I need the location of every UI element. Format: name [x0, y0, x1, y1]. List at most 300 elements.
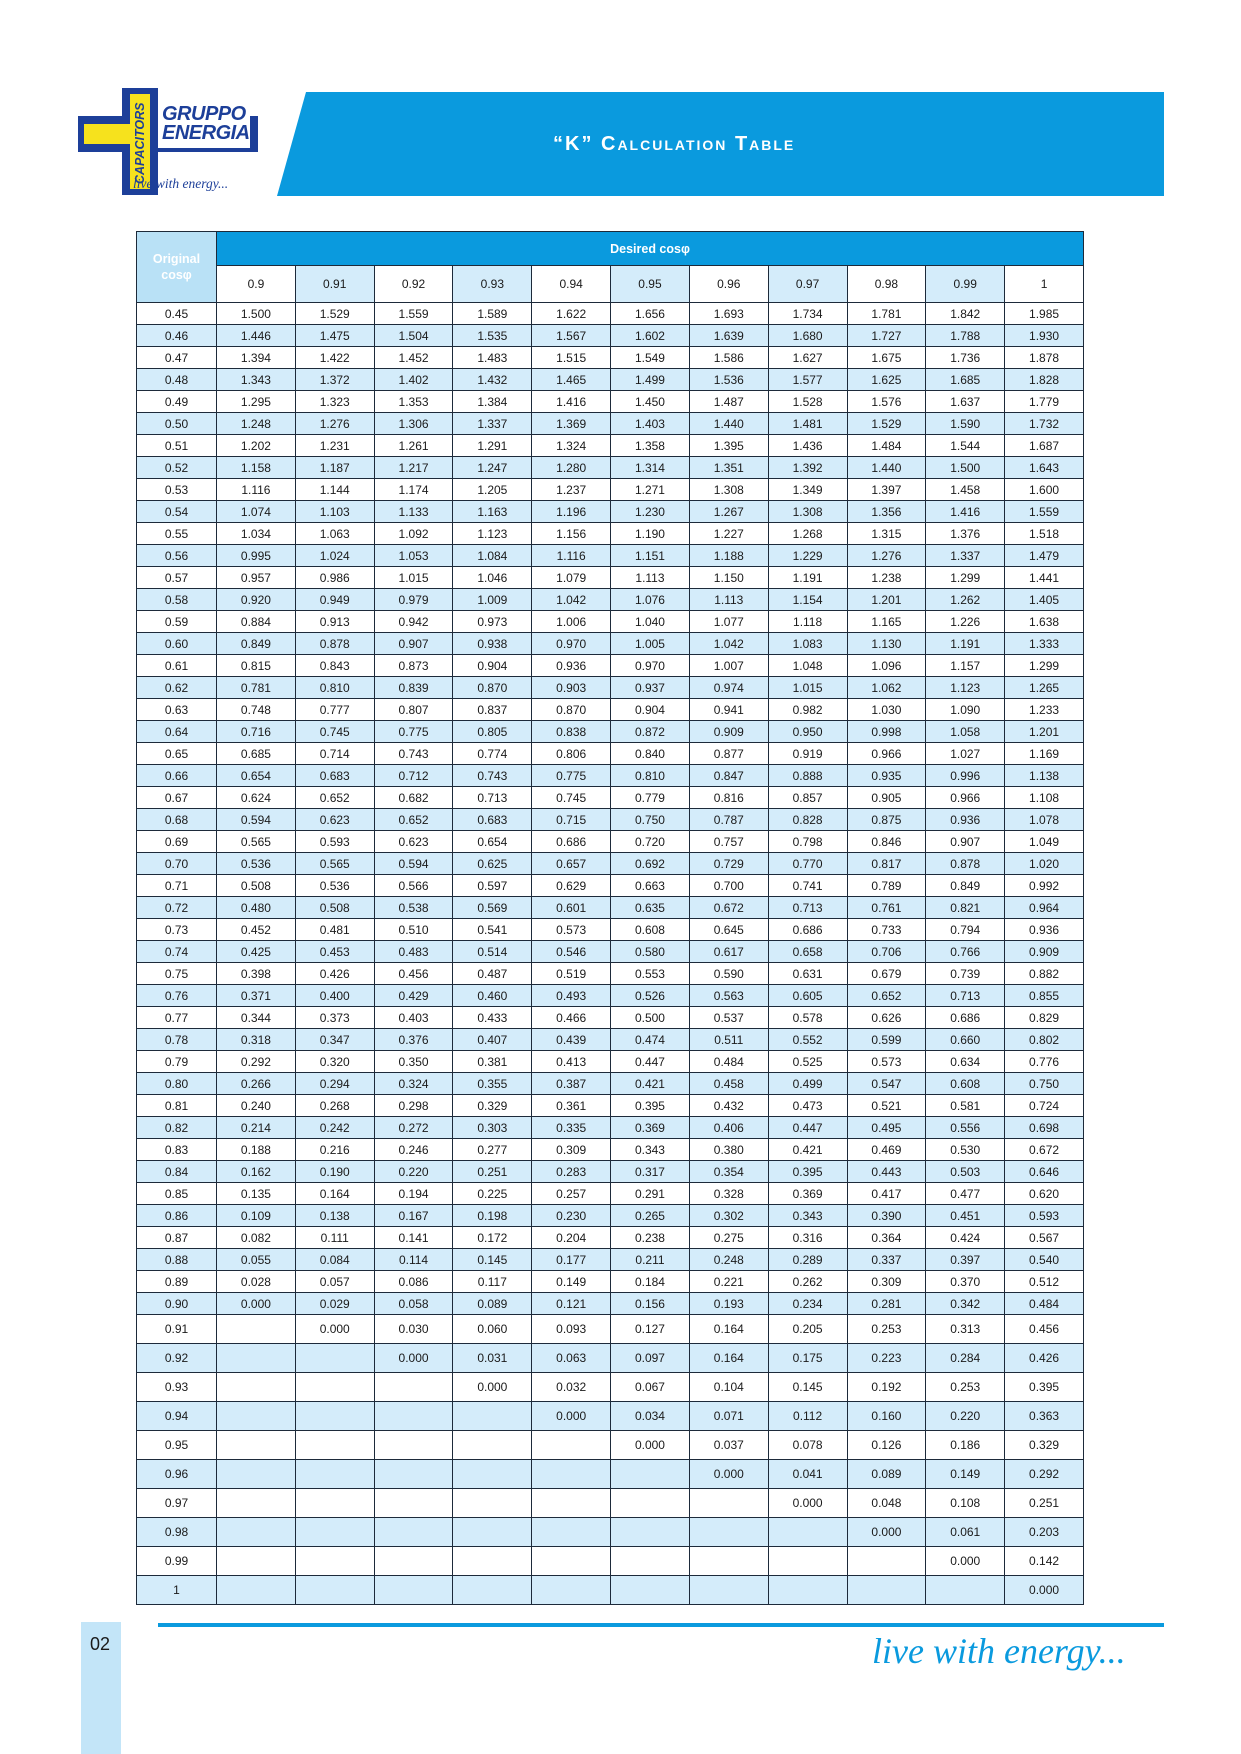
k-value-cell: 1.187	[295, 457, 374, 479]
k-value-cell: 0.473	[768, 1095, 847, 1117]
desired-value-header: 0.98	[847, 266, 926, 303]
k-value-cell: 0.421	[768, 1139, 847, 1161]
k-value-cell: 0.057	[295, 1271, 374, 1293]
k-value-cell: 0.452	[217, 919, 296, 941]
k-value-cell: 1.535	[453, 325, 532, 347]
k-value-cell: 0.904	[611, 699, 690, 721]
k-value-cell: 1.233	[1005, 699, 1084, 721]
k-value-cell: 0.328	[689, 1183, 768, 1205]
k-value-cell	[217, 1431, 296, 1460]
k-value-cell: 1.062	[847, 677, 926, 699]
k-value-cell: 1.559	[374, 303, 453, 325]
k-value-cell: 1.639	[689, 325, 768, 347]
k-value-cell: 1.165	[847, 611, 926, 633]
k-value-cell: 1.237	[532, 479, 611, 501]
k-value-cell: 1.063	[295, 523, 374, 545]
k-value-cell: 1.113	[611, 567, 690, 589]
k-value-cell: 1.544	[926, 435, 1005, 457]
k-value-cell: 1.637	[926, 391, 1005, 413]
k-value-cell: 1.395	[689, 435, 768, 457]
k-value-cell: 0.685	[217, 743, 296, 765]
table-row	[137, 369, 1084, 391]
k-value-cell: 0.324	[374, 1073, 453, 1095]
k-value-cell: 0.875	[847, 809, 926, 831]
k-value-cell: 0.067	[611, 1373, 690, 1402]
k-value-cell: 0.770	[768, 853, 847, 875]
k-value-cell: 1.602	[611, 325, 690, 347]
k-value-cell: 1.138	[1005, 765, 1084, 787]
k-value-cell: 0.246	[374, 1139, 453, 1161]
desired-value-header: 0.9	[217, 266, 296, 303]
k-value-cell: 0.567	[1005, 1227, 1084, 1249]
k-value-cell: 1.693	[689, 303, 768, 325]
table-row	[137, 1271, 1084, 1293]
k-value-cell: 0.381	[453, 1051, 532, 1073]
k-value-cell: 1.276	[847, 545, 926, 567]
k-value-cell: 0.974	[689, 677, 768, 699]
k-value-cell: 0.840	[611, 743, 690, 765]
k-value-cell: 0.949	[295, 589, 374, 611]
k-value-cell: 1.727	[847, 325, 926, 347]
footer-divider	[158, 1623, 1164, 1627]
k-value-cell: 0.658	[768, 941, 847, 963]
table-row	[137, 303, 1084, 325]
k-value-cell: 0.058	[374, 1293, 453, 1315]
k-value-cell: 0.000	[926, 1547, 1005, 1576]
k-value-cell: 0.601	[532, 897, 611, 919]
k-value-cell: 1.268	[768, 523, 847, 545]
k-value-cell: 0.608	[611, 919, 690, 941]
original-cosphi-cell: 0.97	[137, 1489, 217, 1518]
k-value-cell: 0.937	[611, 677, 690, 699]
k-value-cell: 1.247	[453, 457, 532, 479]
k-value-cell: 0.870	[532, 699, 611, 721]
k-value-cell	[295, 1576, 374, 1605]
k-value-cell	[768, 1518, 847, 1547]
k-value-cell: 0.302	[689, 1205, 768, 1227]
k-value-cell: 0.817	[847, 853, 926, 875]
k-value-cell: 1.465	[532, 369, 611, 391]
k-value-cell: 1.685	[926, 369, 1005, 391]
k-value-cell: 1.479	[1005, 545, 1084, 567]
k-value-cell: 0.000	[217, 1293, 296, 1315]
k-value-cell: 0.514	[453, 941, 532, 963]
k-value-cell: 0.145	[768, 1373, 847, 1402]
k-value-cell: 0.565	[295, 853, 374, 875]
k-value-cell: 1.058	[926, 721, 1005, 743]
k-value-cell: 0.508	[295, 897, 374, 919]
k-value-cell: 1.308	[768, 501, 847, 523]
k-value-cell: 0.426	[1005, 1344, 1084, 1373]
desired-value-header: 0.99	[926, 266, 1005, 303]
k-value-cell: 1.202	[217, 435, 296, 457]
k-value-cell: 1.586	[689, 347, 768, 369]
original-cosphi-cell: 0.76	[137, 985, 217, 1007]
k-value-cell: 1.353	[374, 391, 453, 413]
k-value-cell: 0.309	[532, 1139, 611, 1161]
k-value-cell: 1.452	[374, 347, 453, 369]
k-value-cell: 1.643	[1005, 457, 1084, 479]
k-value-cell: 1.116	[532, 545, 611, 567]
brand-line-1: GRUPPO	[162, 103, 246, 125]
k-value-cell	[374, 1460, 453, 1489]
original-cosphi-cell: 0.73	[137, 919, 217, 941]
desired-value-header: 0.95	[611, 266, 690, 303]
table-row	[137, 853, 1084, 875]
original-cosphi-cell: 0.75	[137, 963, 217, 985]
k-value-cell: 1.042	[689, 633, 768, 655]
table-row	[137, 633, 1084, 655]
table-row	[137, 897, 1084, 919]
k-value-cell: 0.919	[768, 743, 847, 765]
k-value-cell	[453, 1431, 532, 1460]
k-value-cell	[295, 1547, 374, 1576]
k-value-cell: 0.905	[847, 787, 926, 809]
k-value-cell: 0.566	[374, 875, 453, 897]
k-value-cell	[689, 1547, 768, 1576]
k-value-cell: 1.262	[926, 589, 1005, 611]
k-value-cell: 0.186	[926, 1431, 1005, 1460]
k-value-cell: 0.347	[295, 1029, 374, 1051]
k-value-cell	[295, 1431, 374, 1460]
k-value-cell: 0.370	[926, 1271, 1005, 1293]
k-value-cell: 0.941	[689, 699, 768, 721]
k-value-cell: 0.193	[689, 1293, 768, 1315]
table-row	[137, 611, 1084, 633]
original-cosphi-cell: 0.48	[137, 369, 217, 391]
k-value-cell: 0.802	[1005, 1029, 1084, 1051]
original-cosphi-cell: 0.70	[137, 853, 217, 875]
k-value-cell: 0.679	[847, 963, 926, 985]
k-value-cell: 1.118	[768, 611, 847, 633]
original-cosphi-cell: 0.64	[137, 721, 217, 743]
original-cosphi-cell: 0.72	[137, 897, 217, 919]
k-value-cell: 1.280	[532, 457, 611, 479]
k-value-cell: 0.878	[926, 853, 1005, 875]
original-cosphi-cell: 0.46	[137, 325, 217, 347]
k-value-cell: 1.440	[689, 413, 768, 435]
k-value-cell: 0.593	[295, 831, 374, 853]
k-value-cell: 0.750	[611, 809, 690, 831]
k-value-cell: 0.337	[847, 1249, 926, 1271]
k-value-cell: 0.203	[1005, 1518, 1084, 1547]
k-value-cell: 1.077	[689, 611, 768, 633]
k-value-cell: 0.578	[768, 1007, 847, 1029]
k-value-cell: 0.508	[217, 875, 296, 897]
table-row	[137, 1183, 1084, 1205]
k-value-cell: 0.251	[453, 1161, 532, 1183]
original-cosphi-cell: 0.78	[137, 1029, 217, 1051]
k-value-cell: 0.177	[532, 1249, 611, 1271]
k-value-cell: 0.317	[611, 1161, 690, 1183]
k-value-cell: 0.456	[1005, 1315, 1084, 1344]
k-value-cell: 0.700	[689, 875, 768, 897]
k-value-cell: 1.500	[926, 457, 1005, 479]
k-value-cell	[374, 1402, 453, 1431]
k-value-cell: 0.481	[295, 919, 374, 941]
original-cosphi-cell: 0.57	[137, 567, 217, 589]
k-value-cell: 0.184	[611, 1271, 690, 1293]
original-cosphi-cell: 0.67	[137, 787, 217, 809]
k-value-cell: 0.127	[611, 1315, 690, 1344]
table-row	[137, 545, 1084, 567]
k-value-cell: 0.477	[926, 1183, 1005, 1205]
desired-value-header: 0.96	[689, 266, 768, 303]
original-cosphi-cell: 0.60	[137, 633, 217, 655]
original-cosphi-header: Original cosφ	[137, 232, 217, 303]
k-value-cell: 0.766	[926, 941, 1005, 963]
k-value-cell: 0.390	[847, 1205, 926, 1227]
k-value-cell: 0.743	[453, 765, 532, 787]
k-value-cell: 0.453	[295, 941, 374, 963]
k-value-cell: 1.358	[611, 435, 690, 457]
table-body	[137, 303, 1084, 1605]
k-value-cell: 1.343	[217, 369, 296, 391]
k-value-cell: 0.121	[532, 1293, 611, 1315]
table-row	[137, 1402, 1084, 1431]
k-value-cell: 1.549	[611, 347, 690, 369]
table-row	[137, 1576, 1084, 1605]
k-value-cell: 1.392	[768, 457, 847, 479]
k-value-cell: 0.512	[1005, 1271, 1084, 1293]
desired-value-header: 0.97	[768, 266, 847, 303]
k-value-cell: 0.556	[926, 1117, 1005, 1139]
k-value-cell: 0.204	[532, 1227, 611, 1249]
k-value-cell: 0.761	[847, 897, 926, 919]
table-row	[137, 479, 1084, 501]
k-value-cell: 0.745	[532, 787, 611, 809]
k-value-cell	[217, 1460, 296, 1489]
k-value-cell	[374, 1518, 453, 1547]
k-value-cell: 1.079	[532, 567, 611, 589]
k-value-cell: 0.298	[374, 1095, 453, 1117]
k-value-cell: 0.645	[689, 919, 768, 941]
k-value-cell: 0.493	[532, 985, 611, 1007]
k-value-cell: 1.130	[847, 633, 926, 655]
table-row	[137, 1029, 1084, 1051]
k-value-cell: 0.692	[611, 853, 690, 875]
k-value-cell	[532, 1460, 611, 1489]
table-row	[137, 501, 1084, 523]
k-value-cell: 0.380	[689, 1139, 768, 1161]
k-value-cell: 0.936	[926, 809, 1005, 831]
k-value-cell: 0.663	[611, 875, 690, 897]
k-value-cell: 0.992	[1005, 875, 1084, 897]
k-value-cell: 0.872	[611, 721, 690, 743]
original-cosphi-cell: 0.71	[137, 875, 217, 897]
k-value-cell	[532, 1489, 611, 1518]
k-value-cell: 0.000	[1005, 1576, 1084, 1605]
k-value-cell: 0.748	[217, 699, 296, 721]
k-value-cell	[374, 1489, 453, 1518]
k-value-cell	[295, 1373, 374, 1402]
k-value-cell: 0.078	[768, 1431, 847, 1460]
k-value-cell: 1.229	[768, 545, 847, 567]
k-value-cell: 0.108	[926, 1489, 1005, 1518]
k-value-cell: 1.736	[926, 347, 1005, 369]
table-row	[137, 941, 1084, 963]
k-value-cell: 0.198	[453, 1205, 532, 1227]
k-value-cell: 1.432	[453, 369, 532, 391]
k-value-cell: 0.277	[453, 1139, 532, 1161]
k-value-cell: 0.536	[217, 853, 296, 875]
k-value-cell: 0.626	[847, 1007, 926, 1029]
k-value-cell: 0.343	[611, 1139, 690, 1161]
brand-line-2: ENERGIA	[162, 122, 250, 144]
original-cosphi-cell: 0.63	[137, 699, 217, 721]
table-row	[137, 1205, 1084, 1227]
k-value-cell: 1.315	[847, 523, 926, 545]
table-row	[137, 413, 1084, 435]
k-value-cell: 0.093	[532, 1315, 611, 1344]
k-value-cell: 0.329	[1005, 1431, 1084, 1460]
k-value-cell: 0.292	[217, 1051, 296, 1073]
k-value-cell: 0.253	[926, 1373, 1005, 1402]
original-cosphi-cell: 0.62	[137, 677, 217, 699]
original-cosphi-cell: 0.93	[137, 1373, 217, 1402]
k-value-cell: 1.324	[532, 435, 611, 457]
k-value-cell: 0.483	[374, 941, 453, 963]
k-value-cell: 0.281	[847, 1293, 926, 1315]
original-cosphi-cell: 0.47	[137, 347, 217, 369]
k-value-cell	[532, 1518, 611, 1547]
original-cosphi-cell: 0.86	[137, 1205, 217, 1227]
k-value-cell: 0.484	[689, 1051, 768, 1073]
k-value-cell: 0.291	[611, 1183, 690, 1205]
k-value-cell: 1.113	[689, 589, 768, 611]
k-value-cell: 1.675	[847, 347, 926, 369]
k-value-cell: 0.779	[611, 787, 690, 809]
k-value-cell: 0.433	[453, 1007, 532, 1029]
k-value-cell: 1.276	[295, 413, 374, 435]
k-value-cell: 0.354	[689, 1161, 768, 1183]
k-value-cell	[689, 1518, 768, 1547]
original-cosphi-cell: 0.50	[137, 413, 217, 435]
k-value-cell: 0.190	[295, 1161, 374, 1183]
k-value-cell: 1.299	[1005, 655, 1084, 677]
k-value-cell: 0.355	[453, 1073, 532, 1095]
table-row	[137, 721, 1084, 743]
k-value-cell: 1.441	[1005, 567, 1084, 589]
k-value-cell	[453, 1460, 532, 1489]
k-value-cell: 0.084	[295, 1249, 374, 1271]
k-value-cell: 1.484	[847, 435, 926, 457]
k-value-cell: 0.530	[926, 1139, 1005, 1161]
original-cosphi-cell: 0.65	[137, 743, 217, 765]
k-value-cell	[768, 1547, 847, 1576]
k-value-cell: 0.061	[926, 1518, 1005, 1547]
k-value-cell: 1.027	[926, 743, 1005, 765]
k-value-cell: 0.499	[768, 1073, 847, 1095]
k-value-cell: 0.519	[532, 963, 611, 985]
k-value-cell: 0.590	[689, 963, 768, 985]
k-value-cell: 1.005	[611, 633, 690, 655]
table-row	[137, 1518, 1084, 1547]
k-value-cell: 0.398	[217, 963, 296, 985]
k-value-cell: 0.424	[926, 1227, 1005, 1249]
original-cosphi-cell: 0.88	[137, 1249, 217, 1271]
original-cosphi-cell: 0.92	[137, 1344, 217, 1373]
k-value-cell: 1.397	[847, 479, 926, 501]
k-value-cell: 0.041	[768, 1460, 847, 1489]
k-value-cell: 0.686	[768, 919, 847, 941]
k-value-cell: 0.238	[611, 1227, 690, 1249]
gruppo-energia-logo	[78, 88, 268, 198]
original-cosphi-cell: 0.81	[137, 1095, 217, 1117]
table-row	[137, 875, 1084, 897]
k-value-cell: 0.275	[689, 1227, 768, 1249]
k-value-cell: 0.849	[217, 633, 296, 655]
original-cosphi-cell: 0.49	[137, 391, 217, 413]
k-value-cell: 0.536	[295, 875, 374, 897]
k-value-cell	[768, 1576, 847, 1605]
k-value-cell: 0.344	[217, 1007, 296, 1029]
k-value-cell: 0.376	[374, 1029, 453, 1051]
k-value-cell: 0.837	[453, 699, 532, 721]
k-value-cell: 0.268	[295, 1095, 374, 1117]
k-value-cell: 0.907	[926, 831, 1005, 853]
k-value-cell: 0.798	[768, 831, 847, 853]
k-value-cell: 0.466	[532, 1007, 611, 1029]
k-value-cell: 0.400	[295, 985, 374, 1007]
k-value-cell: 1.092	[374, 523, 453, 545]
k-value-cell: 0.741	[768, 875, 847, 897]
k-value-cell: 0.877	[689, 743, 768, 765]
k-value-cell	[453, 1547, 532, 1576]
original-cosphi-cell: 0.45	[137, 303, 217, 325]
k-value-cell: 0.720	[611, 831, 690, 853]
k-value-cell: 0.373	[295, 1007, 374, 1029]
k-value-cell: 0.403	[374, 1007, 453, 1029]
k-value-cell	[532, 1576, 611, 1605]
k-value-cell: 0.216	[295, 1139, 374, 1161]
k-value-cell: 0.361	[532, 1095, 611, 1117]
k-value-cell: 0.935	[847, 765, 926, 787]
k-value-cell: 0.443	[847, 1161, 926, 1183]
k-value-cell: 1.163	[453, 501, 532, 523]
k-value-cell: 0.205	[768, 1315, 847, 1344]
k-value-cell: 0.495	[847, 1117, 926, 1139]
table-row	[137, 1227, 1084, 1249]
k-value-cell: 0.713	[768, 897, 847, 919]
k-value-cell: 0.234	[768, 1293, 847, 1315]
k-value-cell: 0.060	[453, 1315, 532, 1344]
k-value-cell: 0.750	[1005, 1073, 1084, 1095]
k-value-cell: 1.515	[532, 347, 611, 369]
k-value-cell: 1.123	[926, 677, 1005, 699]
k-value-cell: 0.739	[926, 963, 1005, 985]
k-value-cell: 0.474	[611, 1029, 690, 1051]
k-value-cell: 1.625	[847, 369, 926, 391]
k-value-cell: 0.857	[768, 787, 847, 809]
original-cosphi-cell: 0.69	[137, 831, 217, 853]
k-value-cell: 0.063	[532, 1344, 611, 1373]
k-value-cell: 0.335	[532, 1117, 611, 1139]
k-value-cell: 0.313	[926, 1315, 1005, 1344]
k-value-cell: 0.028	[217, 1271, 296, 1293]
k-value-cell	[374, 1373, 453, 1402]
k-value-cell: 0.426	[295, 963, 374, 985]
k-value-cell: 0.913	[295, 611, 374, 633]
k-value-cell: 1.403	[611, 413, 690, 435]
k-value-cell: 0.406	[689, 1117, 768, 1139]
k-value-cell: 1.416	[532, 391, 611, 413]
k-value-cell: 0.942	[374, 611, 453, 633]
k-value-cell: 1.878	[1005, 347, 1084, 369]
table-row	[137, 1460, 1084, 1489]
k-value-cell: 0.807	[374, 699, 453, 721]
k-value-cell: 0.257	[532, 1183, 611, 1205]
